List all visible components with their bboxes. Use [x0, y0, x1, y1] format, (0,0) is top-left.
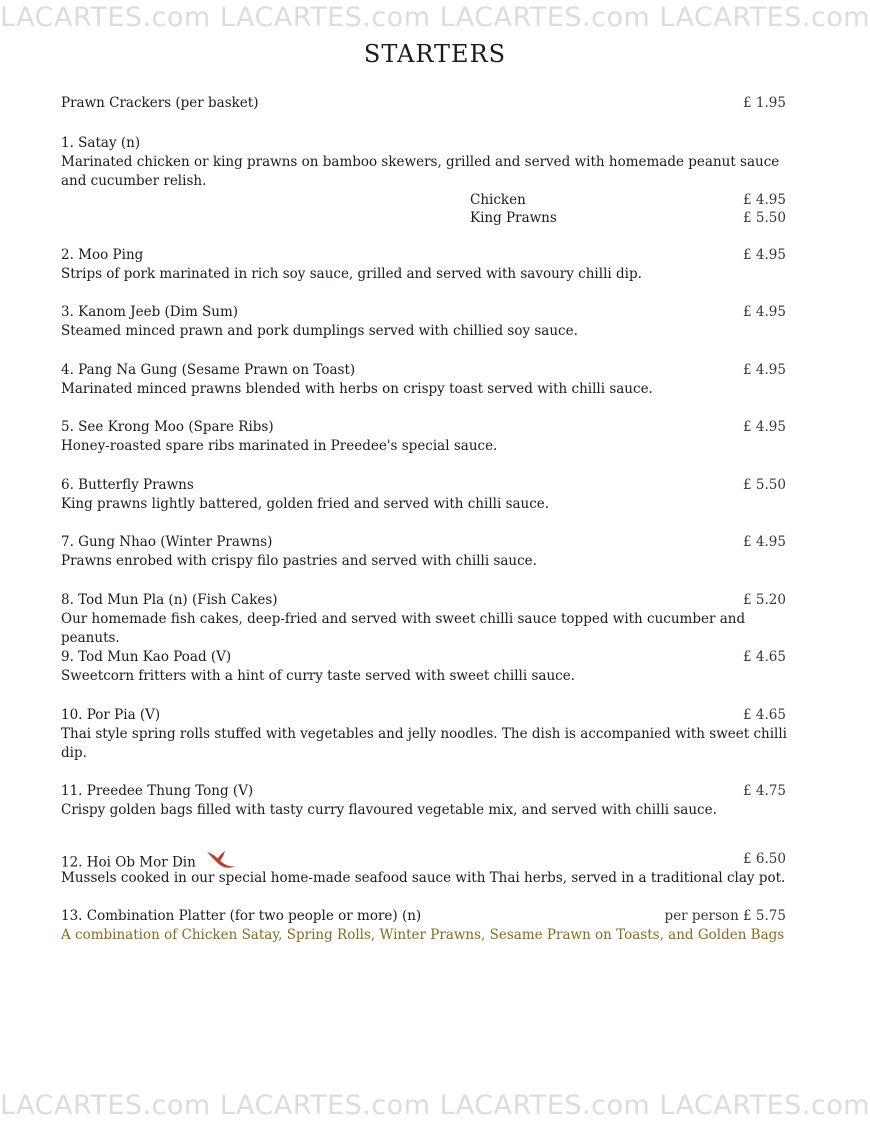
item-description: King prawns lightly battered, golden fried and served with chilli sauce.: [61, 496, 550, 512]
variant-price: £ 5.50: [743, 210, 786, 226]
item-name: 10. Por Pia (V): [61, 707, 161, 723]
item-variant: [61, 191, 801, 209]
menu-item: [61, 134, 801, 227]
item-description: Thai style spring rolls stuffed with vegetables and jelly noodles. The dish is accompanied with sweet chilli dip.: [61, 726, 787, 761]
item-price: £ 1.95: [743, 95, 786, 111]
item-price: per person £ 5.75: [664, 908, 786, 924]
watermark-bottom: LACARTES.com LACARTES.com LACARTES.com LACARTES.com: [0, 1090, 870, 1121]
variant-name: King Prawns: [470, 210, 557, 226]
page-title: STARTERS: [363, 40, 507, 68]
item-price: £ 4.95: [743, 247, 786, 263]
variant-price: £ 4.95: [743, 192, 786, 208]
item-price: £ 4.75: [743, 783, 786, 799]
item-price: £ 6.50: [743, 851, 786, 867]
item-description: A combination of Chicken Satay, Spring Rolls, Winter Prawns, Sesame Prawn on Toasts, and Golden Bags: [61, 927, 785, 943]
item-name: 6. Butterfly Prawns: [61, 477, 194, 493]
item-description: Marinated chicken or king prawns on bamboo skewers, grilled and served with homemade peanut sauce and cucumber relish.: [61, 154, 780, 189]
item-description: Prawns enrobed with crispy filo pastries and served with chilli sauce.: [61, 553, 537, 569]
menu-item: [61, 533, 801, 571]
menu-item: [61, 648, 801, 686]
item-description: Crispy golden bags filled with tasty curry flavoured vegetable mix, and served with chilli sauce.: [61, 802, 717, 818]
item-price: £ 4.65: [743, 707, 786, 723]
menu-item: [61, 303, 801, 341]
menu-item: [61, 476, 801, 514]
menu-item: [61, 418, 801, 456]
item-name: 13. Combination Platter (for two people or more) (n): [61, 908, 422, 924]
item-name: 8. Tod Mun Pla (n) (Fish Cakes): [61, 592, 278, 608]
item-name: 4. Pang Na Gung (Sesame Prawn on Toast): [61, 362, 356, 378]
item-price: £ 4.95: [743, 304, 786, 320]
item-name: 2. Moo Ping: [61, 247, 144, 263]
menu-item: [61, 850, 801, 888]
item-price: £ 4.95: [743, 419, 786, 435]
menu-item: [61, 782, 801, 820]
item-description: Mussels cooked in our special home-made seafood sauce with Thai herbs, served in a traditional clay pot.: [61, 870, 786, 886]
menu-item: [61, 94, 801, 113]
variant-name: Chicken: [470, 192, 526, 208]
item-name: 5. See Krong Moo (Spare Ribs): [61, 419, 274, 435]
chilli-icon: [206, 850, 236, 876]
watermark-top: LACARTES.com LACARTES.com LACARTES.com LACARTES.com: [0, 2, 870, 33]
item-name: 9. Tod Mun Kao Poad (V): [61, 649, 232, 665]
item-price: £ 4.95: [743, 362, 786, 378]
menu-item: [61, 706, 801, 763]
item-name: 1. Satay (n): [61, 135, 141, 151]
item-name: 7. Gung Nhao (Winter Prawns): [61, 534, 273, 550]
item-description: Sweetcorn fritters with a hint of curry taste served with sweet chilli sauce.: [61, 668, 575, 684]
item-price: £ 4.95: [743, 534, 786, 550]
item-description: Our homemade fish cakes, deep-fried and served with sweet chilli sauce topped with cucumber and peanuts.: [61, 611, 746, 646]
item-price: £ 5.50: [743, 477, 786, 493]
menu-item: [61, 907, 801, 945]
item-price: £ 5.20: [743, 592, 786, 608]
menu-item: [61, 361, 801, 399]
item-description: Steamed minced prawn and pork dumplings served with chillied soy sauce.: [61, 323, 578, 339]
menu-item: [61, 591, 801, 648]
menu-item: [61, 246, 801, 284]
item-description: Honey-roasted spare ribs marinated in Preedee's special sauce.: [61, 438, 498, 454]
item-description: Strips of pork marinated in rich soy sauce, grilled and served with savoury chilli dip.: [61, 266, 642, 282]
item-name: Prawn Crackers (per basket): [61, 95, 259, 111]
item-name: 3. Kanom Jeeb (Dim Sum): [61, 304, 239, 320]
item-name: 12. Hoi Ob Mor Din: [61, 854, 196, 871]
item-name: 11. Preedee Thung Tong (V): [61, 783, 254, 799]
item-variant: [61, 209, 801, 227]
item-description: Marinated minced prawns blended with herbs on crispy toast served with chilli sauce.: [61, 381, 653, 397]
item-price: £ 4.65: [743, 649, 786, 665]
